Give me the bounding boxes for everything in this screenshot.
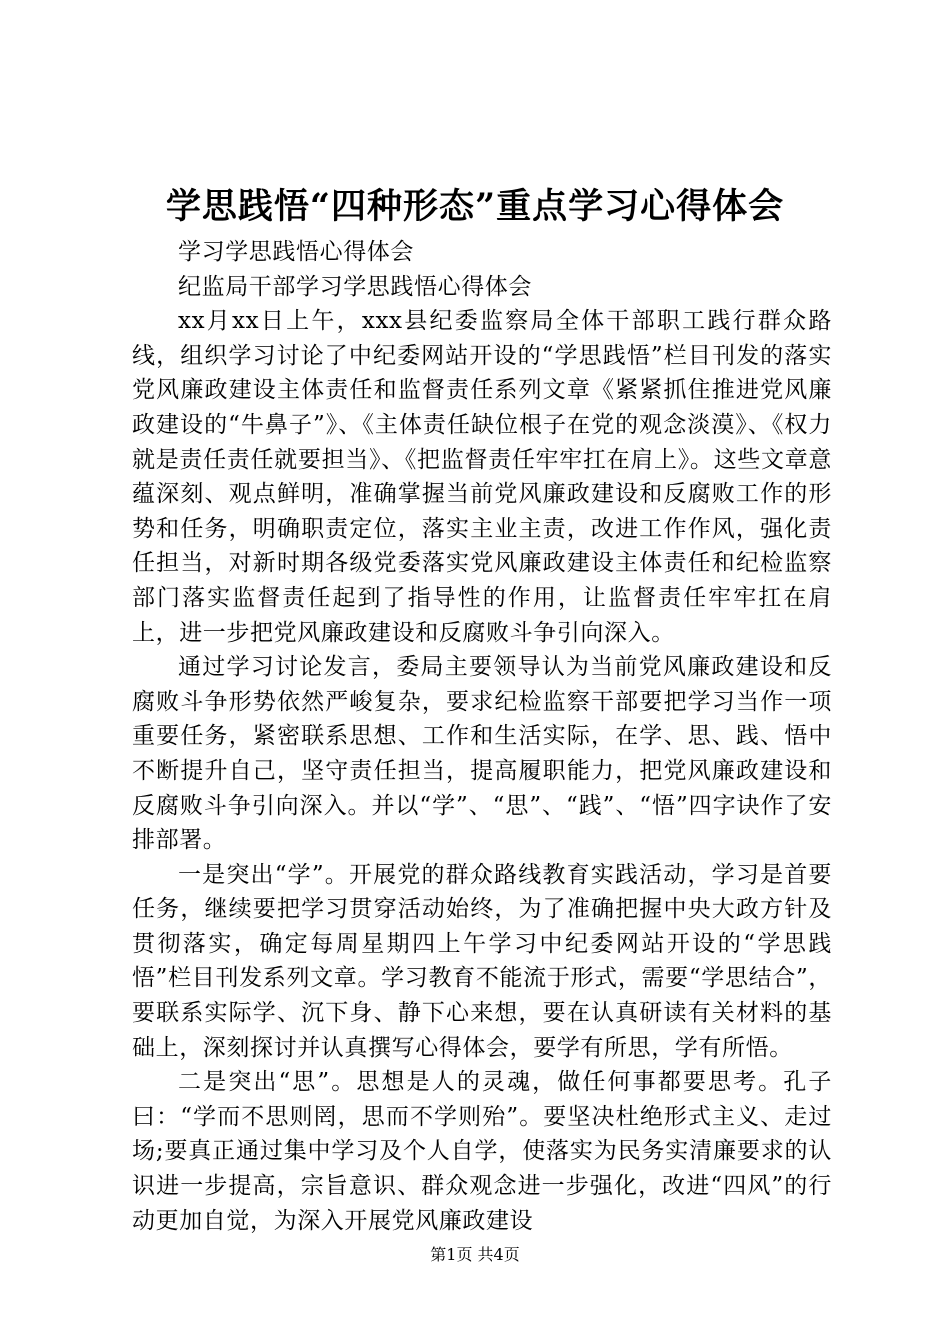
page-number-footer: 第1页 共4页 — [430, 1245, 520, 1264]
paragraph: 二是突出“思”。思想是人的灵魂，做任何事都要思考。孔子曰：“学而不思则罔，思而不学则殆”。要坚决杜绝形式主义、走过场;要真正通过集中学习及个人自学，使落实为民务实清廉要求的认识进一步提高，宗旨意识、群众观念进一步强化，改进“四风”的行动更加自觉，为深入开展党风廉政建设 — [132, 1069, 832, 1234]
paragraph: xx月xx日上午，xxx县纪委监察局全体干部职工践行群众路线，组织学习讨论了中纪委网站开设的“学思践悟”栏目刊发的落实党风廉政建设主体责任和监督责任系列文章《紧紧抓住推进党风廉政建设的“牛鼻子”》、《主体责任缺位根子在党的观念淡漠》、《权力就是责任责任就要担当》、《把监督责任牢牢扛在肩上》。这些文章意蕴深刻、观点鲜明，准确掌握当前党风廉政建设和反腐败工作的形势和任务，明确职责定位，落实主业主责，改进工作作风，强化责任担当，对新时期各级党委落实党风廉政建设主体责任和纪检监察部门落实监督责任起到了指导性的作用，让监督责任牢牢扛在肩上，进一步把党风廉政建设和反腐败斗争引向深入。 — [132, 308, 832, 646]
paragraph: 通过学习讨论发言，委局主要领导认为当前党风廉政建设和反腐败斗争形势依然严峻复杂，要求纪检监察干部要把学习当作一项重要任务，紧密联系思想、工作和生活实际，在学、思、践、悟中不断提升自己，坚守责任担当，提高履职能力，把党风廉政建设和反腐败斗争引向深入。并以“学”、“思”、“践”、“悟”四字诀作了安排部署。 — [132, 654, 832, 854]
paragraph: 纪监局干部学习学思践悟心得体会 — [178, 273, 532, 300]
paragraph: 学习学思践悟心得体会 — [178, 239, 414, 265]
document-body — [132, 235, 832, 1238]
paragraph: 一是突出“学”。开展党的群众路线教育实践活动，学习是首要任务，继续要把学习贯穿活动始终，为了准确把握中央大政方针及贯彻落实，确定每周星期四上午学习中纪委网站开设的“学思践悟”栏目刊发系列文章。学习教育不能流于形式，需要“学思结合”，要联系实际学、沉下身、静下心来想，要在认真研读有关材料的基础上，深刻探讨并认真撰写心得体会，要学有所思，学有所悟。 — [132, 861, 832, 1061]
document-title: 学思践悟“四种形态”重点学习心得体会 — [165, 186, 785, 227]
